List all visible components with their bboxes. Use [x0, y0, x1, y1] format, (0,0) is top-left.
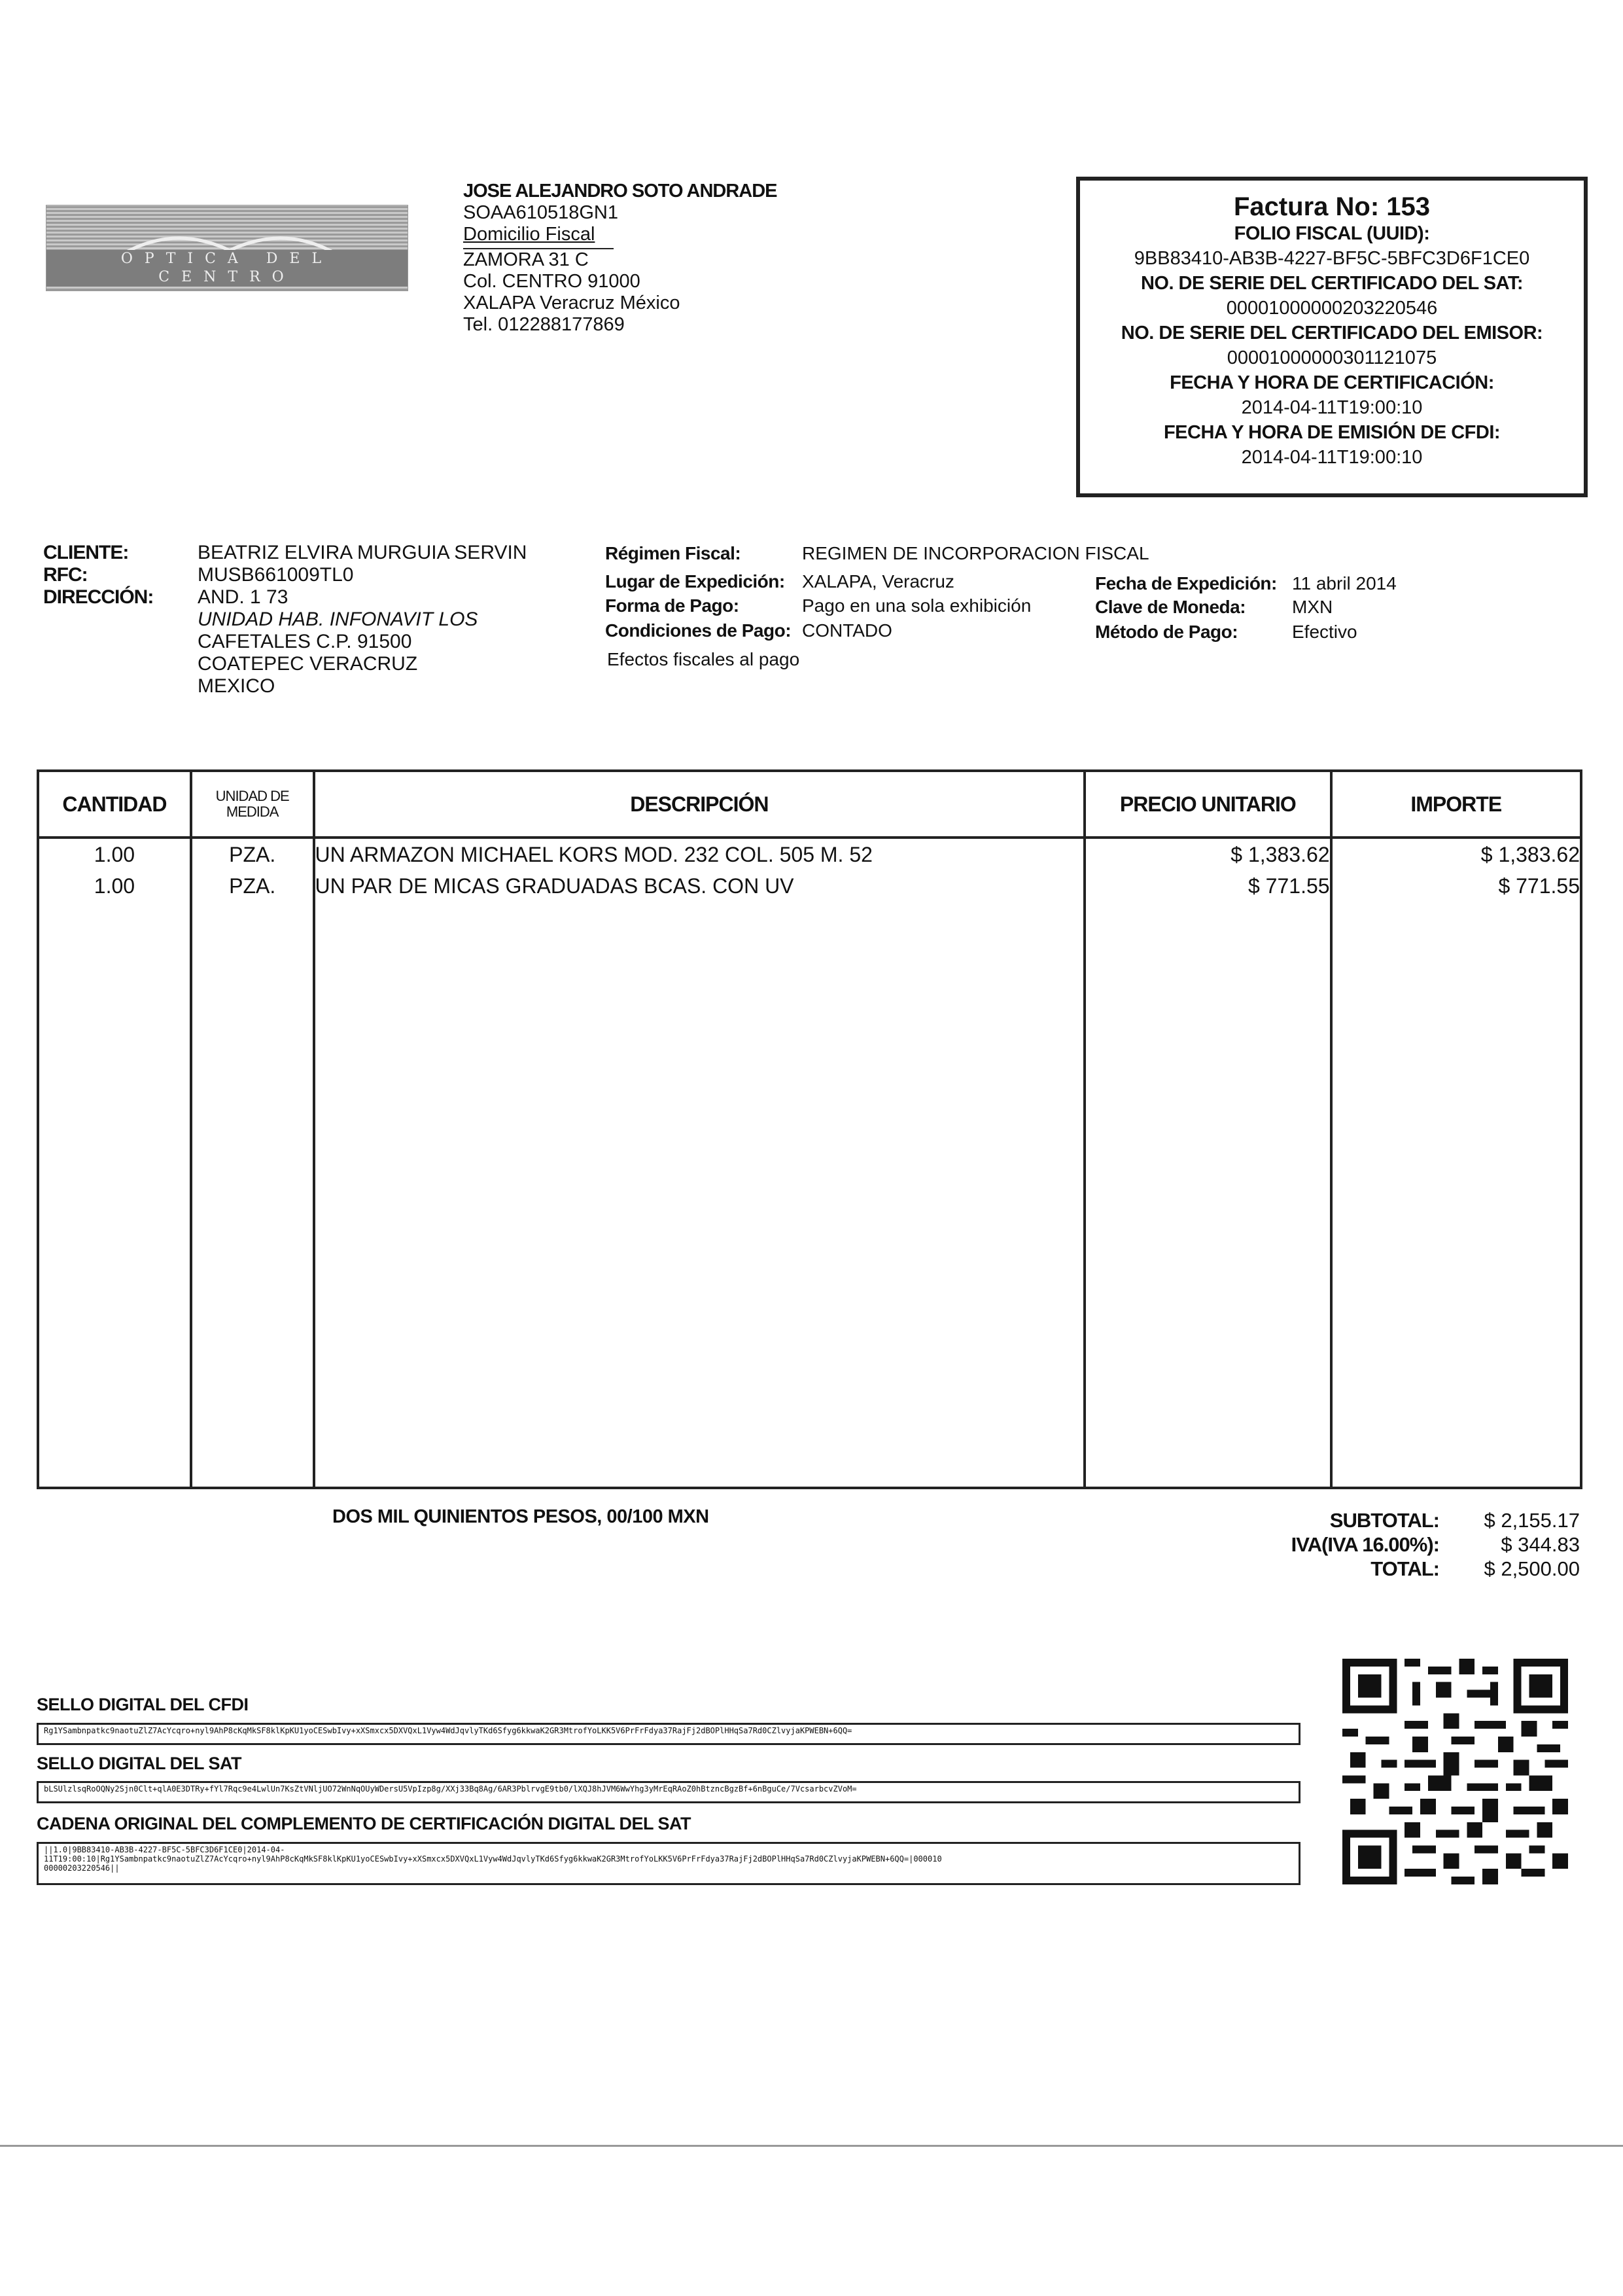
importe-column	[1331, 838, 1581, 1488]
cert-date-label: FECHA Y HORA DE CERTIFICACIÓN:	[1170, 372, 1494, 393]
row-precio: $ 1,383.62	[1230, 843, 1330, 866]
fecha-label: Fecha de Expedición:	[1095, 573, 1277, 593]
condiciones-label: Condiciones de Pago:	[605, 620, 792, 641]
invoice-number: Factura No: 153	[1233, 192, 1431, 221]
lugar-label: Lugar de Expedición:	[605, 571, 785, 592]
sat-cert-value: 00001000000203220546	[1226, 298, 1438, 319]
rfc-label: RFC:	[43, 564, 88, 586]
descripcion-column	[314, 838, 1085, 1488]
subtotal-value: $ 2,155.17	[1484, 1509, 1580, 1532]
efectos-note: Efectos fiscales al pago	[607, 649, 800, 669]
qr-code	[1342, 1659, 1568, 1884]
totals-values	[1449, 1508, 1580, 1581]
client-address-line: MEXICO	[198, 675, 275, 697]
row-unidad: PZA.	[229, 874, 276, 898]
client-address-line: AND. 1 73	[198, 586, 288, 608]
issuer-city: XALAPA Veracruz México	[463, 292, 680, 313]
invoice-info-box	[1076, 177, 1588, 497]
address-label: DIRECCIÓN:	[43, 586, 154, 608]
header-precio: PRECIO UNITARIO	[1085, 771, 1331, 838]
emission-date-label: FECHA Y HORA DE EMISIÓN DE CFDI:	[1163, 422, 1501, 443]
cadena-line: ||1.0|9BB83410-AB3B-4227-BF5C-5BFC3D6F1CE0|2014-04-	[44, 1845, 285, 1854]
row-descripcion: UN PAR DE MICAS GRADUADAS BCAS. CON UV	[315, 874, 794, 898]
page-bottom-edge	[0, 2145, 1623, 2147]
metodo-value: Efectivo	[1292, 622, 1357, 642]
regimen-label: Régimen Fiscal:	[605, 543, 741, 563]
issuer-block	[463, 181, 777, 336]
sello-cfdi-value: Rg1YSambnpatkc9naotuZlZ7AcYcqro+nyl9AhP8cKqMkSF8klKpKU1yoCESwbIvy+xXSmxcx5DXVQxL1Vyw4WdJqvlyTKd6Sfyg6kkwaK2GR3MtrofYoLKK5V6PrFrFdya37RajFj2dBOPlHHqSa7Rd0CZlvyjaKPWEBN+6QQ=	[44, 1726, 852, 1735]
cadena-line: 00000203220546||	[44, 1863, 120, 1873]
client-address-line: CAFETALES C.P. 91500	[198, 631, 412, 652]
moneda-label: Clave de Moneda:	[1095, 597, 1246, 617]
unidad-column	[191, 838, 314, 1488]
emission-date-value: 2014-04-11T19:00:10	[1241, 447, 1423, 468]
header-cantidad: CANTIDAD	[38, 771, 191, 838]
header-importe: IMPORTE	[1331, 771, 1581, 838]
row-importe: $ 771.55	[1498, 874, 1580, 898]
cadena-line: 11T19:00:10|Rg1YSambnpatkc9naotuZlZ7AcYcqro+nyl9AhP8cKqMkSF8klKpKU1yoCESwbIvy+xXSmxcx5DXVQxL1Vyw4WdJqvlyTKd6Sfyg6kkwaK2GR3MtrofYoLKK5V6PrFrFdya37RajFj2dBOPlHHqSa7Rd0CZlvyjaKPWEBN+6QQ=|000010	[44, 1854, 942, 1863]
client-name: BEATRIZ ELVIRA MURGUIA SERVIN	[198, 542, 527, 563]
iva-label: IVA(IVA 16.00%):	[1291, 1533, 1439, 1556]
emisor-cert-value: 00001000000301121075	[1227, 347, 1437, 368]
cadena-label: CADENA ORIGINAL DEL COMPLEMENTO DE CERTIFICACIÓN DIGITAL DEL SAT	[37, 1814, 691, 1833]
sello-cfdi-box	[37, 1723, 1300, 1745]
client-address-line: UNIDAD HAB. INFONAVIT LOS	[198, 609, 478, 630]
sello-sat-label: SELLO DIGITAL DEL SAT	[37, 1754, 242, 1773]
table-header-row	[38, 771, 1581, 838]
issuer-name: JOSE ALEJANDRO SOTO ANDRADE	[463, 181, 777, 202]
issuer-street: ZAMORA 31 C	[463, 249, 589, 270]
total-label: TOTAL:	[1370, 1557, 1439, 1580]
sat-cert-label: NO. DE SERIE DEL CERTIFICADO DEL SAT:	[1140, 273, 1524, 294]
client-address-line: COATEPEC VERACRUZ	[198, 653, 418, 675]
client-rfc: MUSB661009TL0	[198, 564, 354, 586]
precio-column	[1085, 838, 1331, 1488]
sello-sat-box	[37, 1781, 1300, 1803]
row-importe: $ 1,383.62	[1480, 843, 1580, 866]
header-descripcion: DESCRIPCIÓN	[314, 771, 1085, 838]
row-descripcion: UN ARMAZON MICHAEL KORS MOD. 232 COL. 505 M. 52	[315, 843, 873, 866]
condiciones-value: CONTADO	[802, 620, 892, 641]
issuer-rfc: SOAA610518GN1	[463, 202, 618, 223]
subtotal-label: SUBTOTAL:	[1329, 1509, 1439, 1532]
metodo-label: Método de Pago:	[1095, 622, 1238, 642]
cert-date-value: 2014-04-11T19:00:10	[1241, 397, 1423, 418]
row-cantidad: 1.00	[94, 874, 135, 898]
issuer-phone: Tel. 012288177869	[463, 314, 625, 335]
issuer-colony: Col. CENTRO 91000	[463, 271, 640, 292]
moneda-value: MXN	[1292, 597, 1333, 617]
totals-labels	[1191, 1508, 1439, 1581]
sello-sat-value: bLSUlzlsqRoOQNy2Sjn0Clt+qlA0E3DTRy+fYl7Rqc9e4LwlUn7KsZtVNljUO72WnNqOUyWDersU5VpIzp8g/XXj33Bq8Ag/6AR3PblrvgE9tb0/lXQJ8hJVM6WwYhg3yMrEqRAoZ0hBtzncBgzBf+6nBguCe/7VcsarbcvZVoM=	[44, 1784, 857, 1793]
forma-label: Forma de Pago:	[605, 595, 739, 616]
iva-value: $ 344.83	[1501, 1533, 1580, 1556]
folio-label: FOLIO FISCAL (UUID):	[1234, 223, 1430, 244]
cantidad-column	[38, 838, 191, 1488]
forma-value: Pago en una sola exhibición	[802, 595, 1032, 616]
fecha-value: 11 abril 2014	[1292, 573, 1397, 593]
row-precio: $ 771.55	[1248, 874, 1330, 898]
client-values	[198, 542, 527, 698]
row-cantidad: 1.00	[94, 843, 135, 866]
logo-text: OPTICA DEL CENTRO	[46, 250, 408, 287]
cadena-box	[37, 1842, 1300, 1885]
company-logo	[46, 205, 408, 291]
total-value: $ 2,500.00	[1484, 1557, 1580, 1580]
items-table	[37, 769, 1582, 1489]
folio-value: 9BB83410-AB3B-4227-BF5C-5BFC3D6F1CE0	[1134, 248, 1530, 269]
table-body	[38, 838, 1581, 1488]
row-unidad: PZA.	[229, 843, 276, 866]
amount-in-words: DOS MIL QUINIENTOS PESOS, 00/100 MXN	[332, 1506, 709, 1527]
regimen-value: REGIMEN DE INCORPORACION FISCAL	[802, 543, 1149, 563]
client-label: CLIENTE:	[43, 542, 129, 563]
sello-cfdi-label: SELLO DIGITAL DEL CFDI	[37, 1695, 249, 1714]
client-labels	[43, 542, 153, 609]
header-unidad: UNIDAD DE MEDIDA	[191, 771, 314, 838]
lugar-value: XALAPA, Veracruz	[802, 571, 954, 592]
emisor-cert-label: NO. DE SERIE DEL CERTIFICADO DEL EMISOR:	[1121, 323, 1543, 344]
issuer-domicilio-label: Domicilio Fiscal	[463, 224, 595, 245]
